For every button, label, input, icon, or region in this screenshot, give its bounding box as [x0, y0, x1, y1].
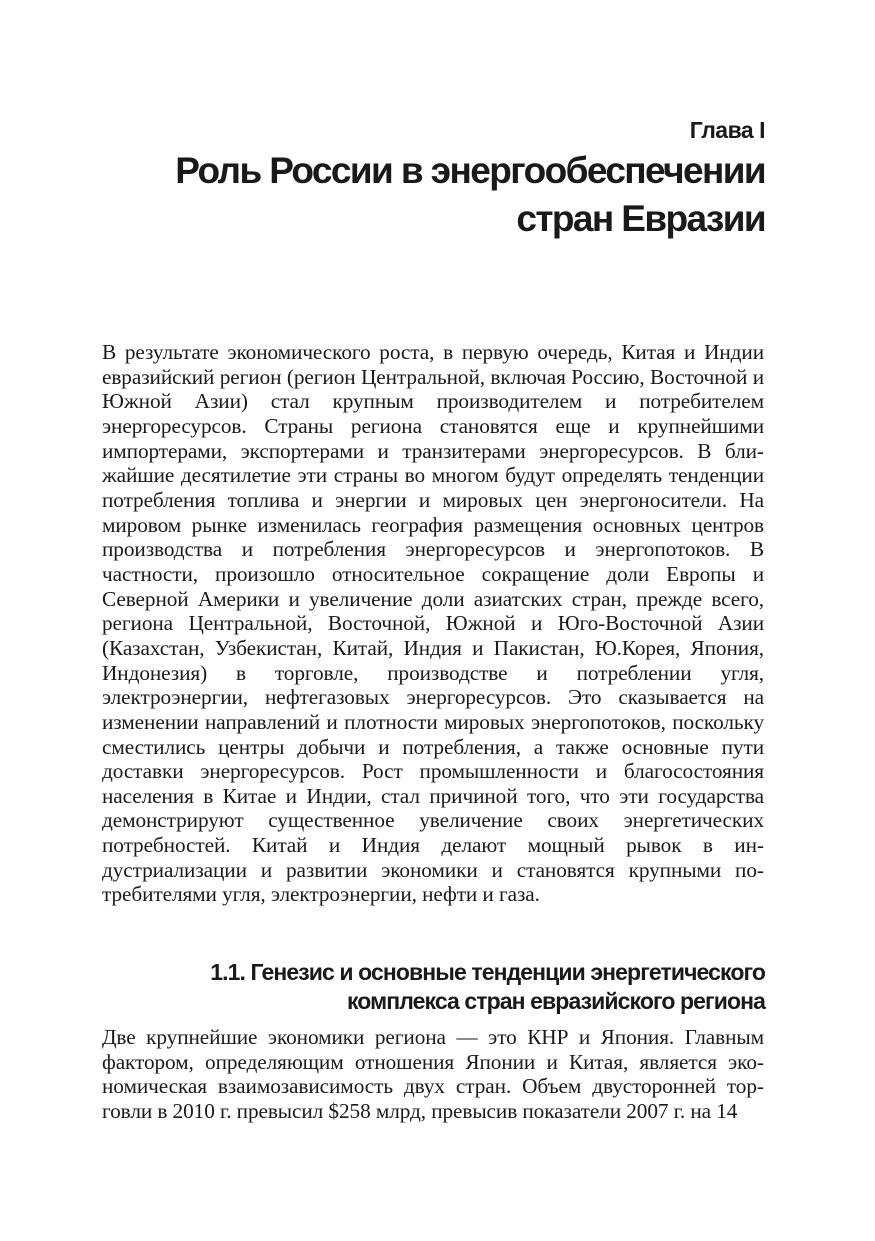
section-heading-line-1: 1.1. Генезис и основные тенденции энергетического — [210, 959, 765, 985]
chapter-title-line-2: стран Евразии — [516, 198, 765, 239]
chapter-label: Глава I — [689, 117, 765, 143]
section-heading-line-2: комплекса стран евразийского региона — [346, 988, 765, 1014]
section-heading — [102, 958, 765, 1016]
chapter-title-line-1: Роль России в энергообеспечении — [175, 150, 765, 191]
chapter-header — [102, 116, 765, 243]
section-paragraph: Две крупнейшие экономики региона — это КНР и Япония. Главным фактором, определяющим отношения Японии и Китая, является экономическая взаимозависимость двух стран. Объем двусторонней торговли в 2010 г. превысил $258 млрд, превысив показатели 2007 г. на 14 — [102, 1025, 764, 1123]
intro-paragraph: В результате экономического роста, в первую очередь, Китая и Индии евразийский регион (регион Центральной, включая Россию, Восточной и Южной Азии) стал крупным производителем и потребителем энергоресурсов. Страны региона становятся еще и крупнейшими импортерами, экспортерами и транзитерами энергоресурсов. В ближайшие десятилетие эти страны во многом будут определять тенденции потребления топлива и энергии и мировых цен энергоносители. На мировом рынке изменилась география размещения основных центров производства и потребления энергоресурсов и энергопотоков. В частности, произошло относительное сокращение доли Европы и Северной Америки и увеличение доли азиатских стран, прежде всего, региона Центральной, Восточной, Южной и Юго-Восточной Азии (Казахстан, Узбекистан, Китай, Индия и Пакистан, Ю.Корея, Япония, Индонезия) в торговле, производстве и потреблении угля, электроэнергии, нефтегазовых энергоресурсов. Это сказывается на изменении направлений и плотности мировых энергопотоков, поскольку сместились центры добычи и потребления, а также основные пути доставки энергоресурсов. Рост промышленности и благосостояния населения в Китае и Индии, стал причиной того, что эти государства демонстрируют существенное увеличение своих энергетических потребностей. Китай и Индия делают мощный рывок в индустриализации и развитии экономики и становятся крупными потребителями угля, электроэнергии, нефти и газа. — [102, 340, 764, 907]
chapter-title — [102, 147, 765, 243]
